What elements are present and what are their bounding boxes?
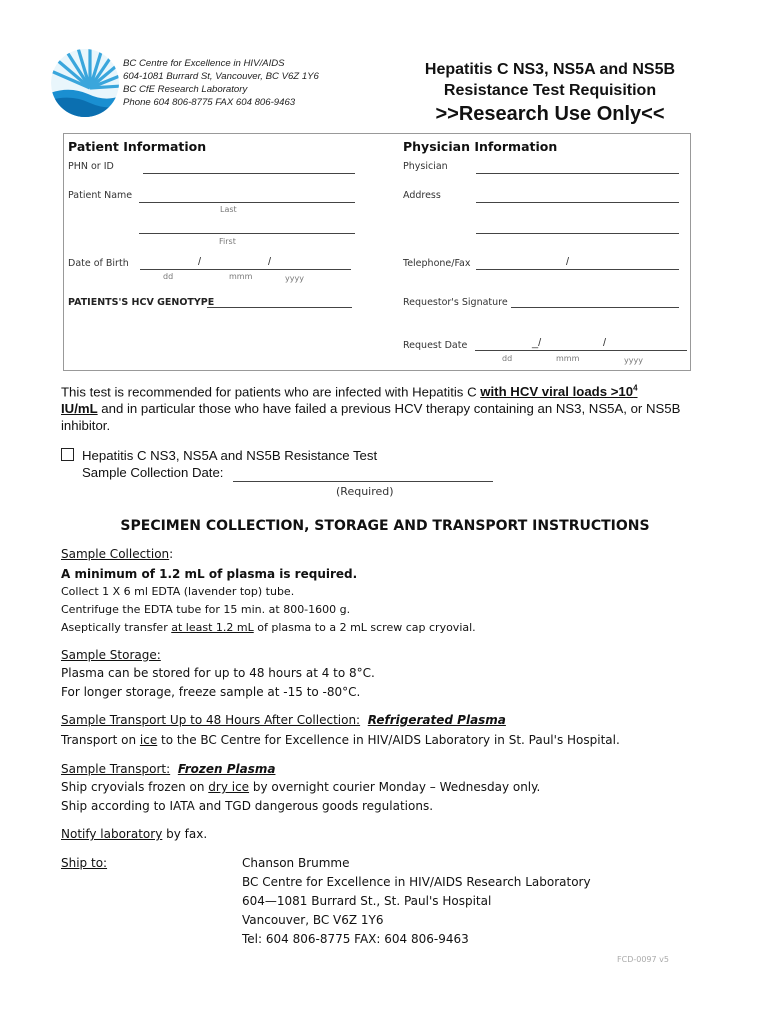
storage-line-1: Plasma can be stored for up to 48 hours at 4 to 8°C. bbox=[61, 666, 375, 680]
phn-field[interactable] bbox=[143, 173, 355, 174]
physician-info-heading: Physician Information bbox=[403, 139, 558, 154]
address-label: Address bbox=[403, 190, 441, 201]
notify-post: by fax. bbox=[162, 827, 208, 841]
dob-mmm-hint: mmm bbox=[229, 272, 253, 281]
collection-line-3-amount: at least 1.2 mL bbox=[171, 621, 254, 634]
address-field-1[interactable] bbox=[476, 202, 679, 203]
patient-name-label: Patient Name bbox=[68, 190, 133, 201]
org-line-2: 604-1081 Burrard St, Vancouver, BC V6Z 1Y6 bbox=[123, 71, 319, 82]
phn-label: PHN or ID bbox=[68, 161, 114, 172]
signature-field[interactable] bbox=[511, 307, 679, 308]
ship-address-line-1: Chanson Brumme bbox=[242, 856, 350, 870]
collection-line-3-pre: Aseptically transfer bbox=[61, 621, 172, 634]
org-line-1: BC Centre for Excellence in HIV/AIDS bbox=[123, 58, 285, 69]
dob-slash-1: / bbox=[198, 256, 202, 268]
form-title-line1: Hepatitis C NS3, NS5A and NS5B bbox=[424, 61, 676, 78]
recommendation-paragraph bbox=[61, 380, 701, 434]
physician-field[interactable] bbox=[476, 173, 679, 174]
notify-line bbox=[61, 827, 207, 841]
telephone-fax-label: Telephone/Fax bbox=[403, 258, 471, 269]
dob-dd-hint: dd bbox=[163, 272, 174, 281]
transport-title-line bbox=[61, 762, 275, 776]
transport48-pre: Transport on bbox=[61, 733, 140, 747]
form-code: FCD-0097 v5 bbox=[617, 955, 669, 964]
storage-title: Sample Storage: bbox=[61, 648, 161, 662]
org-line-3: BC CfE Research Laboratory bbox=[123, 84, 248, 95]
signature-label: Requestor's Signature bbox=[403, 297, 508, 308]
request-date-slash-1: _/ bbox=[532, 337, 542, 349]
storage-line-2: For longer storage, freeze sample at -15 to -80°C. bbox=[61, 685, 361, 699]
transport-line-2: Ship according to IATA and TGD dangerous goods regulations. bbox=[61, 799, 434, 813]
physician-label: Physician bbox=[403, 161, 448, 172]
ship-to-label: Ship to: bbox=[61, 856, 108, 870]
request-yyyy-hint: yyyy bbox=[624, 356, 643, 365]
recommendation-viral-load: with HCV viral loads >10 bbox=[480, 384, 634, 400]
dob-slash-2: / bbox=[268, 256, 272, 268]
sample-collection-date-label: Sample Collection Date: bbox=[82, 465, 224, 480]
org-line-4: Phone 604 806-8775 FAX 604 806-9463 bbox=[123, 97, 296, 108]
transport48-type: Refrigerated Plasma bbox=[367, 713, 506, 727]
required-note: (Required) bbox=[336, 485, 394, 498]
telephone-fax-slash: / bbox=[566, 256, 570, 268]
resistance-test-label: Hepatitis C NS3, NS5A and NS5B Resistance Test bbox=[82, 448, 378, 463]
transport-line-1-dry-ice: dry ice bbox=[208, 780, 250, 794]
genotype-label: PATIENTS'S HCV GENOTYPE bbox=[68, 297, 215, 308]
transport-line-1-pre: Ship cryovials frozen on bbox=[61, 780, 209, 794]
transport48-title: Sample Transport Up to 48 Hours After Collection: bbox=[61, 713, 361, 727]
request-date-field[interactable] bbox=[475, 350, 687, 351]
transport48-post: to the BC Centre for Excellence in HIV/AIDS Laboratory in St. Paul's Hospital. bbox=[157, 733, 620, 747]
ship-address-line-5: Tel: 604 806-8775 FAX: 604 806-9463 bbox=[242, 932, 469, 946]
collection-line-1: Collect 1 X 6 ml EDTA (lavender top) tube. bbox=[61, 585, 295, 598]
instructions-heading: SPECIMEN COLLECTION, STORAGE AND TRANSPORT INSTRUCTIONS bbox=[120, 518, 650, 534]
request-dd-hint: dd bbox=[502, 354, 513, 363]
first-name-field[interactable] bbox=[139, 233, 355, 234]
dob-yyyy-hint: yyyy bbox=[285, 274, 304, 283]
recommendation-superscript: 4 bbox=[633, 384, 638, 393]
patient-info-heading: Patient Information bbox=[68, 139, 207, 154]
form-title-line2: Resistance Test Requisition bbox=[443, 82, 657, 99]
recommendation-text-1: This test is recommended for patients who are infected with Hepatitis C bbox=[61, 384, 481, 400]
ship-address-line-4: Vancouver, BC V6Z 1Y6 bbox=[242, 913, 384, 927]
request-date-slash-2: / bbox=[603, 337, 607, 349]
request-mmm-hint: mmm bbox=[556, 354, 580, 363]
transport48-ice: ice bbox=[139, 733, 158, 747]
notify-laboratory: Notify laboratory bbox=[61, 827, 163, 841]
first-hint: First bbox=[219, 237, 236, 246]
telephone-fax-field[interactable] bbox=[476, 269, 679, 270]
collection-title: Sample Collection bbox=[61, 547, 170, 561]
transport-type: Frozen Plasma bbox=[177, 762, 276, 776]
collection-minimum: A minimum of 1.2 mL of plasma is required. bbox=[61, 567, 358, 581]
recommendation-unit: IU/mL bbox=[61, 401, 98, 417]
transport-line-1-post: by overnight courier Monday – Wednesday only. bbox=[249, 780, 541, 794]
resistance-test-checkbox[interactable] bbox=[61, 448, 74, 461]
collection-title-line bbox=[61, 547, 173, 561]
transport48-title-line bbox=[61, 713, 506, 727]
request-date-label: Request Date bbox=[403, 340, 468, 351]
collection-line-3-post: of plasma to a 2 mL screw cap cryovial. bbox=[253, 621, 476, 634]
collection-colon: : bbox=[169, 547, 174, 561]
collection-line-3 bbox=[61, 621, 476, 634]
last-name-field[interactable] bbox=[139, 202, 355, 203]
collection-line-2: Centrifuge the EDTA tube for 15 min. at 800-1600 g. bbox=[61, 603, 351, 616]
genotype-field[interactable] bbox=[207, 307, 352, 308]
ship-address-line-2: BC Centre for Excellence in HIV/AIDS Research Laboratory bbox=[242, 875, 591, 889]
research-use-only: >>Research Use Only<< bbox=[435, 103, 665, 125]
dob-field[interactable] bbox=[140, 269, 351, 270]
transport-line-1 bbox=[61, 780, 540, 794]
ship-address-line-3: 604—1081 Burrard St., St. Paul's Hospital bbox=[242, 894, 492, 908]
last-hint: Last bbox=[220, 205, 237, 214]
dob-label: Date of Birth bbox=[68, 258, 129, 269]
transport48-line bbox=[61, 733, 620, 747]
information-box bbox=[63, 133, 691, 371]
address-field-2[interactable] bbox=[476, 233, 679, 234]
bc-cfe-logo bbox=[50, 48, 120, 118]
recommendation-text-2: and in particular those who have failed a previous HCV therapy containing an NS3, NS5A, or NS5B inhibitor. bbox=[61, 401, 681, 434]
transport-title: Sample Transport: bbox=[61, 762, 171, 776]
sample-collection-date-field[interactable] bbox=[233, 481, 493, 482]
